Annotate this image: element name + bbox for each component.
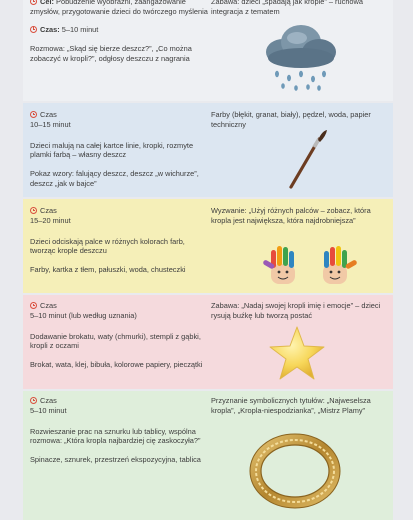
time-value: 5–10 minut (61, 24, 99, 34)
time-value: 15–20 minut (30, 215, 71, 225)
rain-cloud-icon (261, 22, 341, 94)
description-secondary: Farby, kartka z tłem, pałuszki, woda, chusteczki (30, 265, 186, 275)
time-label: Czas (40, 301, 57, 310)
section-introduction-left (30, 0, 208, 64)
section-painting-rain-right (211, 110, 387, 130)
section-exhibition-right (211, 396, 387, 416)
game-text: Zabawa: „Nadaj swojej kropli imię i emocje” – dzieci rysują buźkę lub tworzą postać (211, 301, 381, 320)
goal-label: Cel: (40, 0, 54, 6)
goal-paragraph (30, 0, 208, 17)
clock-icon (30, 207, 37, 214)
time-paragraph (30, 301, 208, 321)
section-introduction-right (211, 0, 387, 17)
materials-text: Farby (błękit, granat, biały), pędzel, woda, papier techniczny (211, 110, 371, 129)
description-secondary: Spinacze, sznurek, przestrzeń ekspozycyjna, tablica (30, 455, 201, 465)
description-secondary: Pokaz wzory: falujący deszcz, deszcz „w wichurze”, deszcz „jak w bajce” (30, 169, 199, 188)
section-finger-painting-right (211, 206, 387, 226)
golden-frame-icon (247, 431, 343, 511)
section-finger-painting-left (30, 206, 208, 275)
description-secondary: Brokat, wata, klej, bibuła, kolorowe papiery, pieczątki (30, 360, 203, 370)
awards-text: Przyznanie symbolicznych tytułów: „Najweselsza kropla”, „Kropla-niespodzianka”, „Mistrz Plamy” (211, 396, 371, 415)
clock-icon (30, 111, 37, 118)
section-introduction (23, 0, 393, 101)
time-value: 10–15 minut (30, 119, 71, 129)
time-value: 5–10 minut (30, 405, 67, 415)
time-label: Czas (40, 110, 57, 119)
time-paragraph (30, 396, 208, 416)
time-label: Czas (40, 396, 57, 405)
section-decorating-right (211, 301, 387, 321)
description: Rozwieszanie prac na sznurku lub tablicy, wspólna rozmowa: „Która kropla najbardziej cię zaskoczyła?” (30, 426, 201, 446)
section-decorating-left (30, 301, 208, 370)
section-finger-painting (23, 199, 393, 293)
time-paragraph (30, 110, 208, 130)
section-decorating (23, 295, 393, 389)
description: Dzieci malują na całej kartce linie, kropki, rozmyte plamki farbą – własny deszcz (30, 140, 194, 160)
challenge-text: Wyzwanie: „Użyj różnych palców – zobacz, która kropla jest największa, która najdrobniejsza” (211, 206, 371, 225)
clock-icon (30, 0, 37, 5)
section-exhibition (23, 391, 393, 520)
clock-icon (30, 397, 37, 404)
section-exhibition-left (30, 396, 208, 465)
time-label: Czas: (40, 24, 60, 34)
clock-icon (30, 302, 37, 309)
description: Rozmowa: „Skąd się bierze deszcz?”, „Co można zobaczyć w kropli?”, odgłosy deszczu z nagrania (30, 44, 192, 64)
activity-text: Zabawa: dzieci „spadają jak krople” – ruchowa integracja z tematem (211, 0, 363, 16)
time-paragraph (30, 25, 208, 35)
section-painting-rain-left (30, 110, 208, 189)
painted-hands-icon (261, 244, 361, 288)
goal-text: Pobudzenie wyobraźni, zaangażowanie zmysłów, przygotowanie dzieci do twórczego myślenia (30, 0, 208, 16)
star-icon (267, 325, 327, 383)
lesson-plan-page (23, 0, 393, 520)
paintbrush-icon (285, 129, 331, 191)
section-painting-rain (23, 103, 393, 197)
description: Dzieci odciskają palce w różnych kolorach farb, tworząc krople deszczu (30, 236, 185, 256)
clock-icon (30, 26, 37, 33)
time-value: 5–10 minut (lub według uznania) (30, 310, 137, 320)
description: Dodawanie brokatu, waty (chmurki), stempli z gąbki, kropli z oczami (30, 331, 201, 351)
time-paragraph (30, 206, 208, 226)
time-label: Czas (40, 206, 57, 215)
